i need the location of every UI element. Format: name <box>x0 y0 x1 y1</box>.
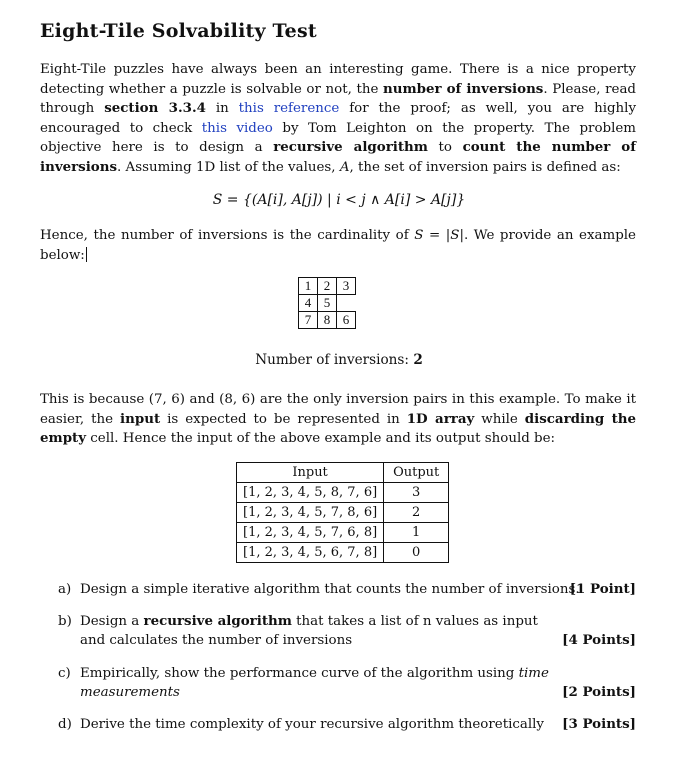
points-badge: [2 Points] <box>562 684 636 700</box>
inversions-caption <box>0 352 678 368</box>
grid-cell: 1 <box>299 278 318 295</box>
bold-term: input <box>120 410 161 427</box>
intro-text: . Please, read through <box>40 81 636 117</box>
grid-cell: 7 <box>299 312 318 329</box>
question-text-part: Design a <box>80 614 144 629</box>
bold-term: recursive algorithm <box>273 139 428 156</box>
because-text: while <box>474 411 525 427</box>
question-label: d) <box>58 717 72 732</box>
input-output-table <box>236 462 449 563</box>
because-paragraph <box>40 390 636 449</box>
question-b <box>58 612 636 652</box>
hence-paragraph <box>40 226 636 265</box>
question-a <box>58 580 636 600</box>
question-text-part: that takes a list of n values as input and calculates the number of inversions <box>80 614 538 648</box>
output-cell: 0 <box>384 543 449 563</box>
grid-row <box>299 278 356 295</box>
input-cell: [1, 2, 3, 4, 5, 7, 6, 8] <box>237 523 384 543</box>
inversion-set-formula: S = {(A[i], A[j]) | i < j ∧ A[i] > A[j]} <box>212 192 466 208</box>
grid-cell: 8 <box>318 312 337 329</box>
grid-row <box>299 295 356 312</box>
grid-cell: 4 <box>299 295 318 312</box>
output-cell: 1 <box>384 523 449 543</box>
intro-text: . Assuming 1D list of the values, <box>117 159 340 175</box>
hence-text: Hence, the number of inversions is the cardinality of <box>40 228 415 243</box>
reference-link[interactable]: this reference <box>238 101 340 117</box>
caption-value: 2 <box>413 352 423 368</box>
question-label: b) <box>58 614 72 629</box>
caption-label: Number of inversions: <box>255 352 414 368</box>
intro-text: by Tom Leighton on the property. The problem objective here is to design a <box>40 120 636 156</box>
grid-cell: 6 <box>337 312 356 329</box>
math-expression: S = |S| <box>414 228 464 243</box>
grid-cell: 3 <box>337 278 356 295</box>
question-d <box>58 715 636 735</box>
table-row <box>237 503 449 523</box>
video-link[interactable]: this video <box>201 120 273 136</box>
question-text-part: Design a simple iterative algorithm that counts the number of inversions. <box>80 582 580 597</box>
column-header-output: Output <box>384 463 449 483</box>
question-label: a) <box>58 582 72 597</box>
input-cell: [1, 2, 3, 4, 5, 7, 8, 6] <box>237 503 384 523</box>
grid-cell: 2 <box>318 278 337 295</box>
grid-cell: 5 <box>318 295 337 312</box>
bold-term: section 3.3.4 <box>104 100 206 117</box>
italic-term: time measurements <box>80 666 549 700</box>
intro-text: Eight-Tile puzzles have always been an interesting game. There is a nice property detecting whether a puzzle is solvable or not, the <box>40 62 636 97</box>
bold-term: 1D array <box>406 410 475 427</box>
points-badge: [4 Points] <box>562 632 636 648</box>
question-text <box>80 612 560 650</box>
input-cell: [1, 2, 3, 4, 5, 8, 7, 6] <box>237 483 384 503</box>
intro-paragraph <box>40 60 636 178</box>
question-text <box>80 715 636 734</box>
column-header-input: Input <box>237 463 384 483</box>
intro-text: to <box>427 140 463 156</box>
output-cell: 2 <box>384 503 449 523</box>
intro-text: in <box>205 101 239 117</box>
table-row <box>237 483 449 503</box>
output-cell: 3 <box>384 483 449 503</box>
question-c <box>58 664 636 704</box>
points-badge: [3 Points] <box>562 716 636 732</box>
input-cell: [1, 2, 3, 4, 5, 6, 7, 8] <box>237 543 384 563</box>
grid-row <box>299 312 356 329</box>
table-row <box>237 523 449 543</box>
puzzle-grid <box>298 277 356 329</box>
bold-term: count the number of inversions <box>40 139 636 175</box>
question-text <box>80 580 636 599</box>
question-text-part: Empirically, show the performance curve of the algorithm using <box>80 666 519 681</box>
intro-text: for the proof; as well, you are highly encouraged to check <box>40 101 637 136</box>
page-title: Eight-Tile Solvability Test <box>40 20 317 42</box>
math-symbol: A <box>339 159 350 175</box>
bold-term: recursive algorithm <box>143 613 292 629</box>
table-row <box>237 543 449 563</box>
bold-term: number of inversions <box>383 80 544 97</box>
text-cursor <box>86 247 87 262</box>
question-label: c) <box>58 666 71 681</box>
question-text-part: Derive the time complexity of your recursive algorithm theoretically <box>80 717 544 732</box>
because-text: cell. Hence the input of the above example and its output should be: <box>86 431 556 447</box>
question-text <box>80 664 636 702</box>
hence-text: . We provide an example below: <box>40 228 636 263</box>
table-header-row <box>237 463 449 483</box>
points-badge: [1 Point] <box>569 581 636 597</box>
intro-text: , the set of inversion pairs is defined as: <box>349 159 621 175</box>
grid-cell-empty <box>337 295 356 312</box>
because-text: This is because (7, 6) and (8, 6) are the only inversion pairs in this example. To make it easier, the <box>40 392 636 427</box>
bold-term: discarding the empty <box>40 410 637 447</box>
because-text: is expected to be represented in <box>160 411 407 427</box>
